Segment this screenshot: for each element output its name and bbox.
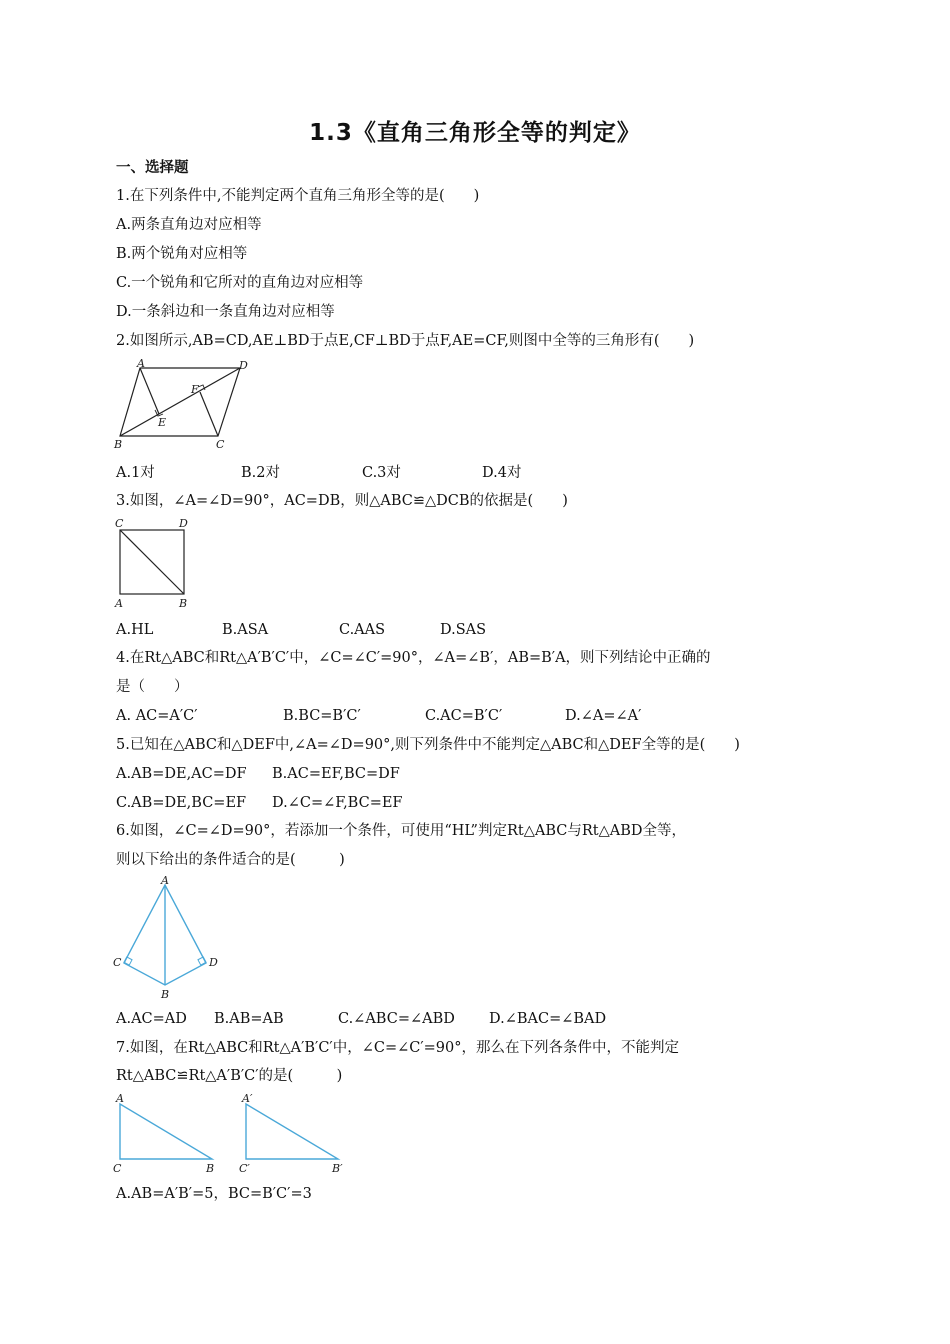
q1-option-d: D.一条斜边和一条直角边对应相等: [116, 304, 335, 320]
q6-label-c: C: [113, 956, 122, 969]
question-4: 4.在Rt△ABC和Rt△A′B′C′中，∠C=∠C′=90°，∠A=∠B′，AB=B′A，则下列结论中正确的: [116, 650, 711, 666]
q7-label-b-prime: B′: [332, 1162, 343, 1175]
q2-figure-parallelogram: [112, 358, 252, 453]
q2-label-e: E: [158, 416, 167, 429]
q1-option-c: C.一个锐角和它所对的直角边对应相等: [116, 275, 364, 291]
q2-option-d: D.4对: [482, 465, 522, 481]
q1-option-b: B.两个锐角对应相等: [116, 246, 248, 262]
q7-option-a: A.AB=A′B′=5，BC=B′C′=3: [116, 1186, 312, 1202]
q3-label-d: D: [179, 517, 188, 530]
q2-label-f: F: [191, 383, 199, 396]
question-5: 5.已知在△ABC和△DEF中,∠A=∠D=90°,则下列条件中不能判定△ABC和△DEF全等的是( ): [116, 737, 740, 753]
q2-option-a: A.1对: [116, 465, 155, 481]
page-title: 1.3《直角三角形全等的判定》: [309, 120, 641, 146]
q3-label-c: C: [115, 517, 124, 530]
question-6: 6.如图，∠C=∠D=90°，若添加一个条件，可使用“HL”判定Rt△ABC与Rt△ABD全等，: [116, 823, 687, 839]
q7-label-a-prime: A′: [242, 1092, 253, 1105]
q2-label-a: A: [137, 357, 145, 370]
q2-option-b: B.2对: [241, 465, 280, 481]
question-3: 3.如图，∠A=∠D=90°，AC=DB，则△ABC≌△DCB的依据是( ): [116, 493, 568, 509]
question-7: 7.如图，在Rt△ABC和Rt△A′B′C′中，∠C=∠C′=90°，那么在下列各条件中，不能判定: [116, 1040, 679, 1056]
q5-option-a: A.AB=DE,AC=DF: [116, 766, 247, 782]
question-1: 1.在下列条件中,不能判定两个直角三角形全等的是( ): [116, 188, 480, 204]
q7-label-c: C: [113, 1162, 122, 1175]
q1-option-a: A.两条直角边对应相等: [116, 217, 262, 233]
q5-option-b: B.AC=EF,BC=DF: [272, 766, 400, 782]
q6-option-d: D.∠BAC=∠BAD: [489, 1011, 607, 1027]
question-7-cont: Rt△ABC≌Rt△A′B′C′的是( ): [116, 1068, 343, 1084]
q4-option-c: C.AC=B′C′: [425, 708, 503, 724]
q3-option-d: D.SAS: [440, 622, 487, 638]
section-heading: 一、选择题: [116, 160, 189, 176]
q3-figure-square: [112, 516, 197, 611]
q2-label-c: C: [216, 438, 225, 451]
q2-label-b: B: [114, 438, 123, 451]
q5-option-c: C.AB=DE,BC=EF: [116, 795, 247, 811]
q6-option-c: C.∠ABC=∠ABD: [338, 1011, 455, 1027]
q7-label-b: B: [206, 1162, 215, 1175]
q2-label-d: D: [239, 359, 248, 372]
q6-option-b: B.AB=AB: [214, 1011, 284, 1027]
q3-option-a: A.HL: [116, 622, 154, 638]
question-6-cont: 则以下给出的条件适合的是( ): [116, 852, 345, 868]
q5-option-d: D.∠C=∠F,BC=EF: [272, 795, 403, 811]
q3-label-a: A: [115, 597, 123, 610]
q7-label-c-prime: C′: [239, 1162, 250, 1175]
q6-option-a: A.AC=AD: [116, 1011, 187, 1027]
q7-label-a: A: [116, 1092, 124, 1105]
q3-option-b: B.ASA: [222, 622, 269, 638]
q6-figure-kite: [110, 873, 225, 1003]
q3-option-c: C.AAS: [339, 622, 386, 638]
q7-figure-triangles: [110, 1090, 360, 1176]
q6-label-b: B: [161, 988, 170, 1001]
question-4-cont: 是（ ）: [116, 679, 189, 695]
q4-option-b: B.BC=B′C′: [283, 708, 361, 724]
q2-option-c: C.3对: [362, 465, 401, 481]
q4-option-d: D.∠A=∠A′: [565, 708, 642, 724]
q3-label-b: B: [179, 597, 188, 610]
q4-option-a: A. AC=A′C′: [116, 708, 198, 724]
q6-label-a: A: [161, 874, 169, 887]
q6-label-d: D: [209, 956, 218, 969]
question-2: 2.如图所示,AB=CD,AE⊥BD于点E,CF⊥BD于点F,AE=CF,则图中全等的三角形有( ): [116, 333, 695, 349]
